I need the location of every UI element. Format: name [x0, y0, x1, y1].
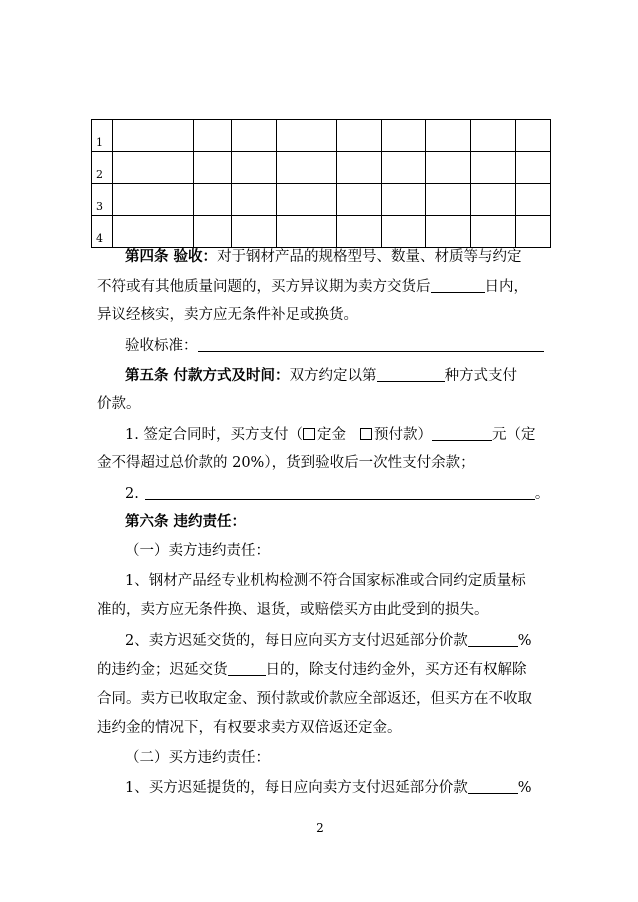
article-4-heading: 第四条 验收： — [125, 248, 218, 265]
row-number: 4 — [92, 216, 113, 248]
article-6-heading: 第六条 违约责任： — [125, 513, 247, 530]
row-number: 2 — [92, 152, 113, 184]
payment-item-1-cont: 金不得超过总价款的 20%），货到验收后一次性支付余款； — [97, 455, 475, 471]
acceptance-standard-blank — [198, 335, 544, 352]
seller-clause-2-line-4: 违约金的情况下，有权要求卖方双倍返还定金。 — [97, 720, 402, 736]
payment-item-2-blank — [145, 483, 535, 500]
article-4-line-1: 第四条 验收：对于钢材产品的规格型号、数量、材质等与约定 — [125, 248, 522, 265]
table-row — [92, 216, 551, 248]
payment-amount-blank — [432, 424, 492, 441]
seller-clause-2-line-3: 合同。卖方已收取定金、预付款或价款应全部返还，但买方在不收取 — [97, 691, 532, 707]
objection-days-blank — [431, 276, 485, 293]
seller-clause-1-line-1: 1、钢材产品经专业机构检测不符合国家标准或合同约定质量标 — [125, 573, 526, 589]
article-5-line-2: 价款。 — [97, 396, 141, 412]
goods-table — [91, 119, 551, 248]
buyer-clause-1-line-1: 1、买方迟延提货的，每日应向卖方支付迟延部分价款 % — [125, 777, 557, 798]
table-row — [92, 184, 551, 216]
article-5-line-1: 第五条 付款方式及时间：双方约定以第 种方式支付 — [125, 367, 518, 384]
payment-method-blank — [377, 365, 445, 382]
article-4-line-3: 异议经核实，卖方应无条件补足或换货。 — [97, 307, 358, 323]
seller-clause-2-line-2: 的违约金；迟延交货 日的，除支付违约金外，买方还有权解除 — [97, 659, 557, 680]
buyer-penalty-rate-blank — [468, 777, 518, 794]
payment-item-1: 1. 签定合同时，买方支付（ 定金 预付款） 元（定 — [125, 424, 557, 445]
page-number: 2 — [316, 821, 324, 835]
acceptance-standard-line: 验收标准： — [125, 335, 557, 356]
article-5-heading: 第五条 付款方式及时间： — [125, 367, 290, 384]
row-number: 1 — [92, 120, 113, 152]
table-row — [92, 120, 551, 152]
row-number: 3 — [92, 184, 113, 216]
delay-days-blank — [228, 659, 266, 676]
payment-item-2: 2. 。 — [125, 483, 557, 504]
prepayment-checkbox — [360, 428, 372, 440]
seller-clause-1-line-2: 准的，卖方应无条件换、退货，或赔偿买方由此受到的损失。 — [97, 602, 489, 618]
deposit-checkbox — [303, 428, 315, 440]
seller-penalty-rate-blank — [468, 630, 518, 647]
seller-clause-2-line-1: 2、卖方迟延交货的，每日应向买方支付迟延部分价款 % — [125, 630, 557, 651]
article-4-line-2: 不符或有其他质量问题的，买方异议期为卖方交货后 日内， — [97, 276, 557, 297]
table-row — [92, 152, 551, 184]
buyer-liability-heading: （二）买方违约责任： — [125, 750, 270, 766]
seller-liability-heading: （一）卖方违约责任： — [125, 543, 270, 559]
